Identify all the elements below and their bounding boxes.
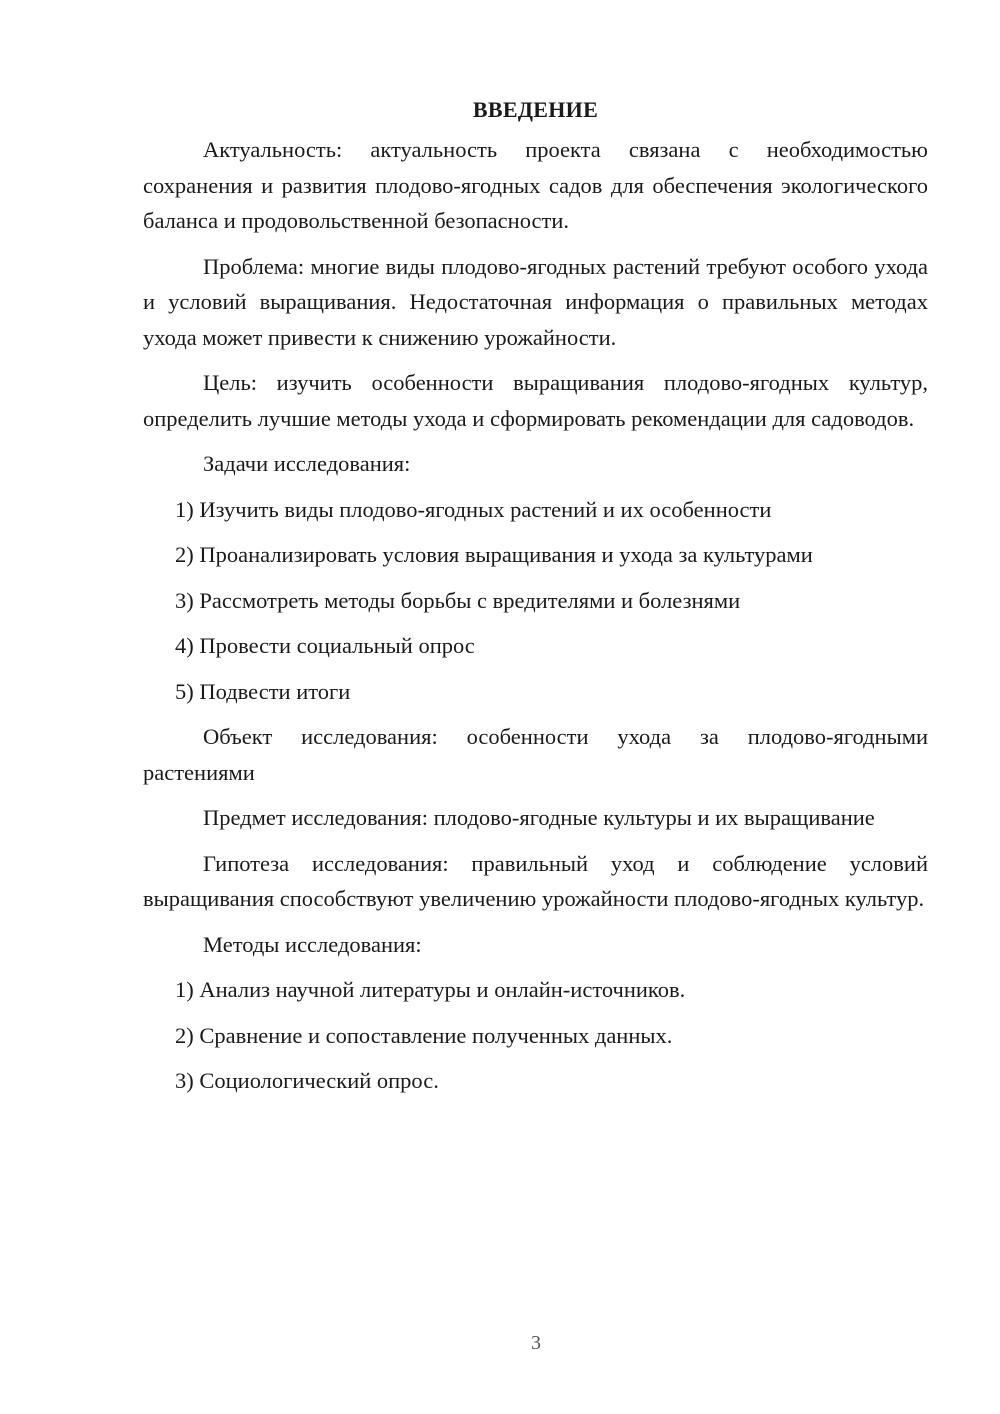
tasks-list [143,492,928,710]
hypothesis-paragraph: Гипотеза исследования: правильный уход и соблюдение условий выращивания способствуют увеличению урожайности плодово-ягодных культур. [143,850,928,911]
methods-heading: Методы исследования: [203,931,422,957]
task-item: 4) Провести социальный опрос [175,633,475,658]
methods-list [143,972,928,1099]
task-item: 5) Подвести итоги [175,678,351,704]
goal-paragraph: Цель: изучить особенности выращивания плодово-ягодных культур, определить лучшие методы ухода и сформировать рекомендации для садоводов. [143,370,928,431]
task-item: 1) Изучить виды плодово-ягодных растений и их особенности [175,496,772,522]
task-item: 2) Проанализировать условия выращивания и ухода за культурами [175,542,813,567]
method-item: 3) Социологический опрос. [175,1068,439,1093]
task-item: 3) Рассмотреть методы борьбы с вредителями и болезнями [175,587,741,613]
problem-paragraph: Проблема: многие виды плодово-ягодных растений требуют особого ухода и условий выращивания. Недостаточная информация о правильных методах ухода может привести к снижению урожайности. [143,253,928,350]
tasks-heading: Задачи исследования: [203,451,411,476]
subject-paragraph: Предмет исследования: плодово-ягодные культуры и их выращивание [203,805,875,830]
page-number: 3 [531,1332,541,1354]
object-paragraph: Объект исследования: особенности ухода за плодово-ягодными растениями [143,724,928,785]
section-title: ВВЕДЕНИЕ [472,97,599,122]
relevance-paragraph: Актуальность: актуальность проекта связана с необходимостью сохранения и развития плодово-ягодных садов для обеспечения экологического баланса и продовольственной безопасности. [143,137,928,233]
method-item: 1) Анализ научной литературы и онлайн-источников. [175,977,686,1002]
method-item: 2) Сравнение и сопоставление полученных данных. [175,1022,673,1048]
document-page [143,92,928,1109]
